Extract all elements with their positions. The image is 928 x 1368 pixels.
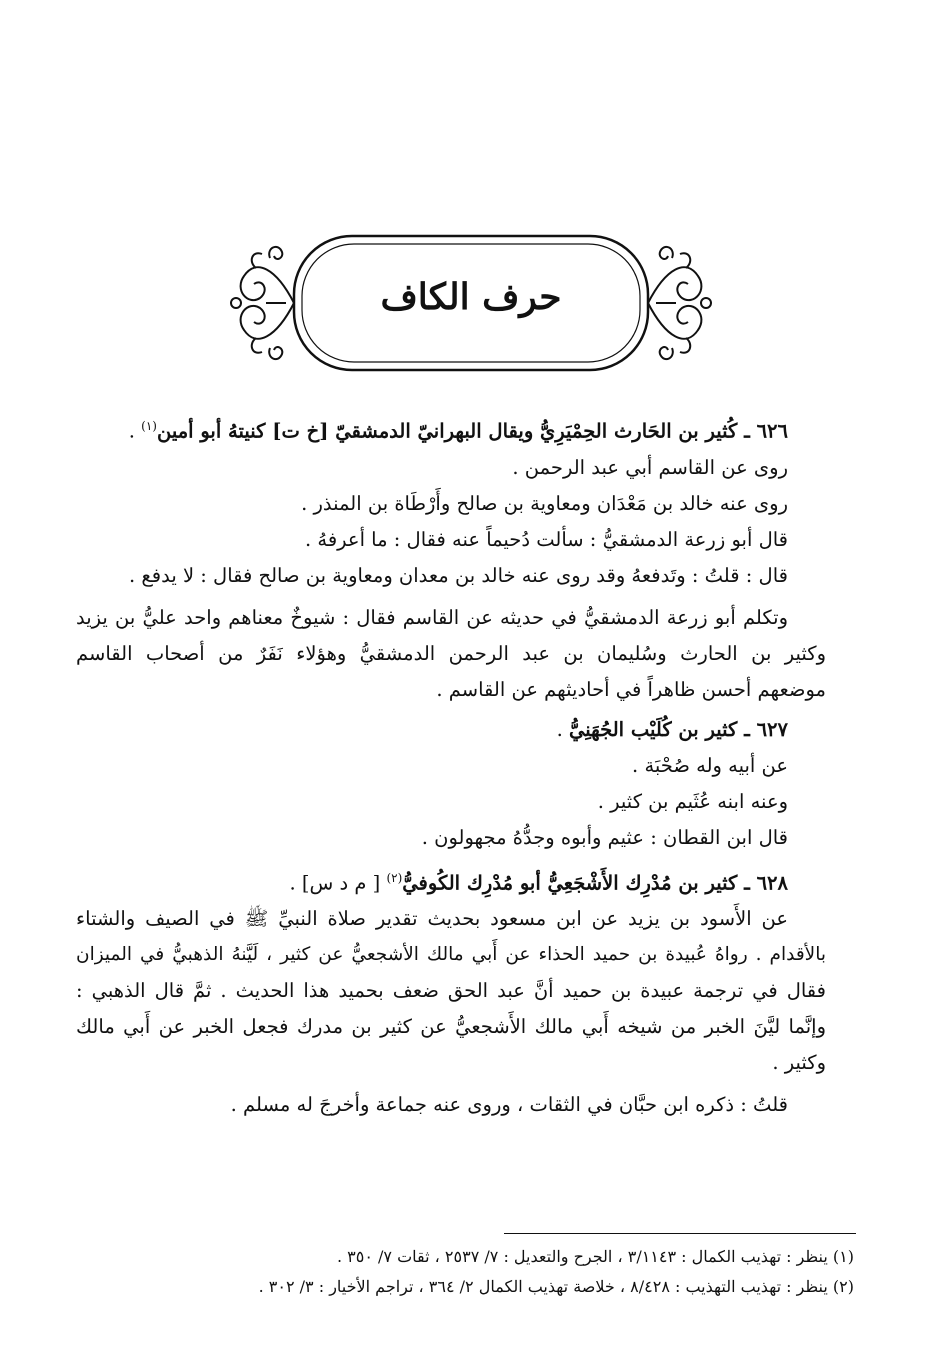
main-text — [76, 408, 826, 1123]
paragraph-line: بالأقدام . رواهُ عُبيدة بن حميد الحذاء عن أَبي مالك الأشجعيُّ عن كثير ، لَيَّنهُ الذهبيُّ في الميزان — [76, 944, 826, 965]
footnote: (٢) ينظر : تهذيب التهذيب : ٨/٤٢٨ ، خلاصة تهذيب الكمال ٢/ ٣٦٤ ، تراجم الأخيار : ٣/ ٣٠٢ . — [258, 1277, 854, 1296]
heading-end: . — [128, 419, 142, 443]
entry-heading — [76, 860, 826, 902]
paragraph-line: وكثير بن الحارث وسُليمان بن عبد الرحمن الدمشقيُّ وهؤلاء نَفَرٌ من أصحاب القاسم — [76, 641, 826, 665]
entry-heading — [76, 408, 826, 450]
footnotes — [120, 1242, 854, 1302]
chapter-title: حرف الكاف — [380, 276, 562, 318]
entry-name: كثير بن مُدْرِك الأَشْجَعِيُّ أبو مُدْرِك الكُوفيُّ — [402, 871, 738, 894]
footnote-divider — [504, 1233, 856, 1234]
entry-heading — [76, 712, 826, 748]
footnote: (١) ينظر : تهذيب الكمال : ٣/١١٤٣ ، الجرح والتعديل : ٧/ ٢٥٣٧ ، ثقات ٧/ ٣٥٠ . — [336, 1247, 854, 1266]
entry-line: قال أبو زرعة الدمشقيُّ : سألت دُحيماً عنه فقال : ما أعرفهُ . — [305, 527, 788, 551]
entry-number: ٦٢٦ ـ — [737, 419, 788, 443]
entry-line: روى عن القاسم أبي عبد الرحمن . — [512, 455, 788, 479]
entry-line: عن أبيه وله صُحْبَة . — [632, 753, 788, 777]
entry-line: قال : قلتُ : وتَدفعهُ وقد روى عنه خالد بن معدان ومعاوية بن صالح فقال : لا يدفع . — [128, 563, 788, 587]
entry-line: وعنه ابنه عُثَيم بن كثير . — [597, 789, 788, 813]
entry-number: ٦٢٨ ـ — [737, 871, 788, 894]
paragraph-line: موضعهم أحسن ظاهراً في أحاديثهم عن القاسم . — [436, 677, 826, 701]
chapter-header — [226, 228, 716, 378]
closing-note: قلتُ : ذكره ابن حبَّان في الثقات ، وروى عنه جماعة وأخرجَ له مسلم . — [230, 1093, 788, 1116]
heading-end: . — [556, 717, 569, 741]
footnote-ref: (١) — [141, 419, 157, 433]
footnote-ref: (٢) — [386, 870, 403, 885]
entry-line: روى عنه خالد بن مَعْدَان ومعاوية بن صالح وأَرْطَاة بن المنذر . — [301, 491, 788, 515]
paragraph-line: وإنَّما ليَّنَ الخبر من شيخه أَبي مالك الأَشجعيُّ عن كثير بن مدرك فجعل الخبر عن أَبي مالك — [76, 1015, 826, 1038]
paragraph-line: فقال في ترجمة عبيدة بن حميد أنَّ عبد الحق ضعف بحميد هذا الحديث . ثمَّ قال الذهبي : — [76, 979, 826, 1002]
heading-end: [ م د س] . — [289, 871, 387, 894]
entry-name: كثير بن كُلَيْب الجُهَنِيُّ — [568, 717, 738, 741]
paragraph-line: عن الأَسود بن يزيد عن ابن مسعود بحديث تقدير صلاة النبيِّ ﷺ في الصيف والشتاء — [76, 907, 788, 930]
entry-name: كُثير بن الحَارث الحِمْيَرِيُّ ويقال البهرانيّ الدمشقيّ [خ ت] كنيتهُ أبو أمين — [156, 419, 738, 443]
entry-line: قال ابن القطان : عثيم وأبوه وجدُّهُ مجهولون . — [421, 825, 788, 849]
paragraph-line: وكثير . — [772, 1051, 826, 1074]
paragraph-line: وتكلم أبو زرعة الدمشقيُّ في حديثه عن القاسم فقال : شيوخٌ معناهم واحد عليُّ بن يزيد — [76, 605, 788, 629]
entry-number: ٦٢٧ ـ — [737, 717, 788, 741]
